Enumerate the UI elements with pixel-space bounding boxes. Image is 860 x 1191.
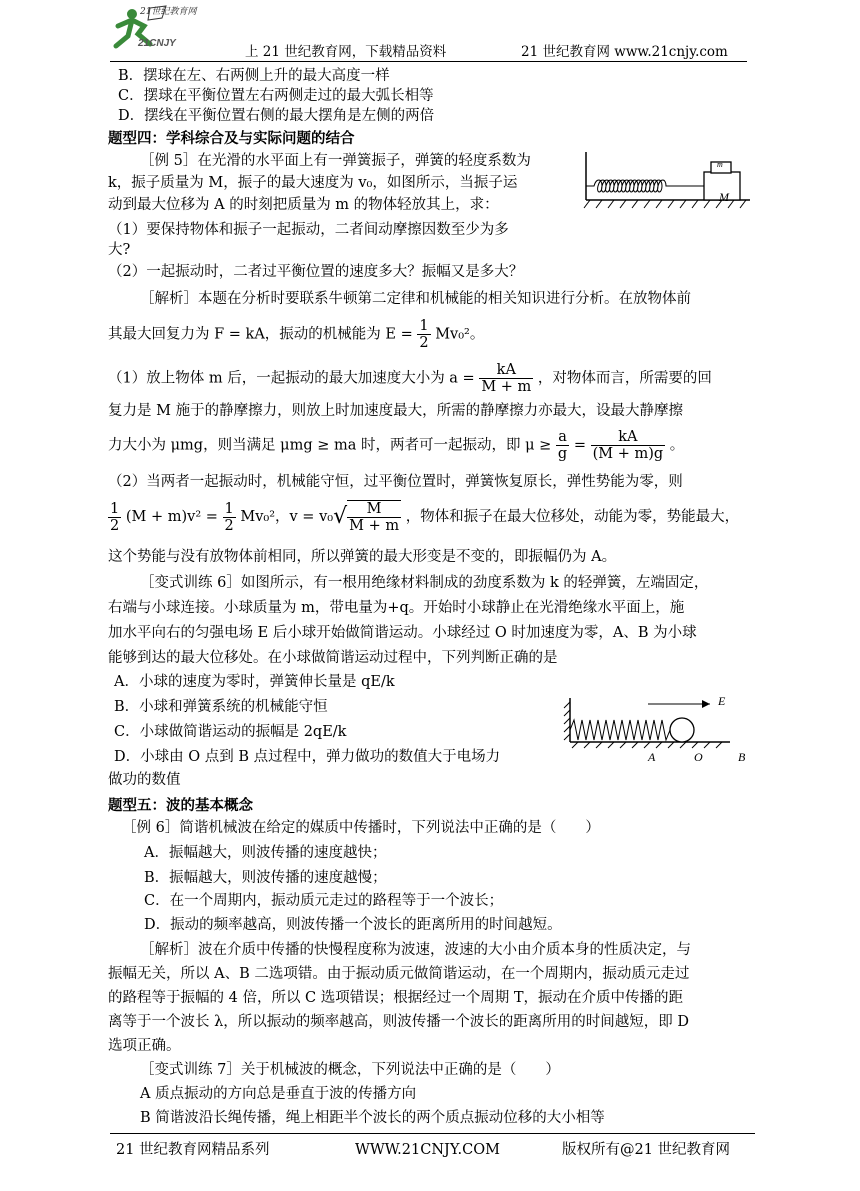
footer-right: 版权所有@21 世纪教育网	[562, 1142, 731, 1158]
option-b: B．摆球在左、右两侧上升的最大高度一样	[118, 68, 390, 84]
example5-line4: （1）要保持物体和振子一起振动，二者间动摩擦因数至少为多	[108, 222, 509, 238]
solution5-line2-text: 其最大回复力为 F = kA，振动的机械能为 E =	[108, 326, 413, 343]
solution6-line1: ［解析］波在介质中传播的快慢程度称为波速，波速的大小由介质本身的性质决定，与	[140, 942, 691, 958]
solution5-line5-text: 力大小为 μmg，则当满足 μmg ≥ ma 时，两者可一起振动，即 μ ≥	[108, 437, 552, 454]
figure2-label-B: B	[738, 750, 746, 764]
example6-question: ［例 6］简谐机械波在给定的媒质中传播时，下列说法中正确的是（ ）	[122, 820, 600, 836]
example5-line2: k，振子质量为 M，振子的最大速度为 v₀，如图所示，当振子运	[108, 175, 518, 191]
variant6-option-d: D．小球由 O 点到 B 点过程中，弹力做功的数值大于电场力	[114, 749, 501, 765]
energy-lhs: (M + m)v² =	[125, 509, 218, 525]
variant6-option-d-cont: 做功的数值	[108, 772, 181, 788]
logo-subtext: 21CNJY	[138, 38, 176, 49]
variant7-option-a: A 质点振动的方向总是垂直于波的传播方向	[140, 1086, 417, 1102]
option-c: C．摆球在平衡位置左右两侧走过的最大弧长相等	[118, 88, 434, 104]
variant6-line2: 右端与小球连接。小球质量为 m，带电量为+q。开始时小球静止在光滑绝缘水平面上，施	[108, 600, 685, 616]
solution6-line3: 的路程等于振幅的 4 倍，所以 C 选项错误；根据经过一个周期 T，振动在介质中传播的距	[108, 990, 684, 1006]
solution5-line1: ［解析］本题在分析时要联系牛顿第二定律和机械能的相关知识进行分析。在放物体前	[140, 291, 691, 307]
fraction-one-half: $\frac{1}{2}$	[419, 318, 429, 351]
variant6-option-b: B．小球和弹簧系统的机械能守恒	[114, 699, 328, 715]
example6-option-c: C．在一个周期内，振动质元走过的路程等于一个波长；	[144, 893, 504, 909]
option-d: D．摆线在平衡位置右侧的最大摆角是左侧的两倍	[118, 108, 435, 124]
solution5-line2-tail: Mv₀²。	[435, 326, 485, 343]
solution5-line2	[108, 318, 484, 351]
fraction-half-3: $\frac{1}{2}$	[224, 500, 234, 534]
solution6-line2: 振幅无关，所以 A、B 二选项错。由于振动质元做简谐运动，在一个周期内，振动质元走过	[108, 966, 690, 982]
footer-rule	[110, 1133, 755, 1134]
section-heading-5: 题型五：波的基本概念	[108, 798, 253, 814]
fraction-mu: $\frac{kA}{(M + m)g}$	[592, 429, 664, 462]
example6-option-b: B．振幅越大，则波传播的速度越慢；	[144, 870, 387, 886]
fraction-a-over-g: $\frac{a}{g}$	[557, 429, 568, 462]
solution5-line8: 这个势能与没有放物体前相同，所以弹簧的最大形变是不变的，即振幅仍为 A。	[108, 549, 617, 565]
figure2-label-A: A	[648, 750, 656, 764]
variant7-question: ［变式训练 7］关于机械波的概念，下列说法中正确的是（ ）	[140, 1062, 560, 1078]
variant6-line1: ［变式训练 6］如图所示，有一根用绝缘材料制成的劲度系数为 k 的轻弹簧，左端固定，	[140, 575, 709, 591]
figure1-label-M: M	[719, 190, 729, 204]
footer-left: 21 世纪教育网精品系列	[116, 1142, 270, 1158]
fraction-half-2: $\frac{1}{2}$	[110, 500, 120, 534]
solution6-line4: 离等于一个波长 λ，所以振动的频率越高，则波传播一个波长的距离所用的时间越短，即 D	[108, 1014, 690, 1030]
example5-line3: 动到最大位移为 A 的时刻把质量为 m 的物体轻放其上，求：	[108, 197, 499, 213]
solution5-line7: $\frac{1}{2}$ (M + m)v² = $\frac{1}{2}$ Mv₀²，v = v₀√ $\frac{M}{M + m}$ ，物体和振子在最大位移处，动能为零，势能最大，	[110, 500, 740, 534]
example5-line1: ［例 5］在光滑的水平面上有一弹簧振子，弹簧的轻度系数为	[140, 153, 531, 169]
example5-line6: （2）一起振动时，二者过平衡位置的速度多大？振幅又是多大？	[108, 264, 524, 280]
figure1-label-m: m	[717, 160, 723, 169]
solution5-line3-text: （1）放上物体 m 后，一起振动的最大加速度大小为 a =	[108, 370, 475, 387]
section-heading-4: 题型四：学科综合及与实际问题的结合	[108, 131, 355, 147]
example6-option-a: A．振幅越大，则波传播的速度越快；	[144, 845, 387, 861]
header-right: 21 世纪教育网 www.21cnjy.com	[521, 44, 728, 60]
variant6-option-a: A．小球的速度为零时，弹簧伸长量是 qE/k	[114, 674, 395, 690]
fraction-acceleration: $\frac{kA}{M + m}$	[481, 362, 532, 395]
example6-option-d: D．振动的频率越高，则波传播一个波长的距离所用的时间越短。	[144, 917, 562, 933]
solution5-line7-tail: ，物体和振子在最大位移处，动能为零，势能最大，	[405, 509, 740, 525]
fraction-root: $\frac{M}{M + m}$	[349, 501, 400, 534]
solution5-line3-tail: ，对物体而言，所需要的回	[537, 370, 712, 387]
spring-oscillator-figure	[580, 150, 752, 212]
solution5-line5: 力大小为 μmg，则当满足 μmg ≥ ma 时，两者可一起振动，即 μ ≥ $\frac{a}{g}$ = $\frac{kA}{(M + m)g}$ 。	[108, 429, 685, 462]
logo-text: 21世纪教育网	[140, 7, 197, 17]
header-left: 上 21 世纪教育网，下载精品资料	[245, 44, 447, 60]
figure2-label-E: E	[718, 694, 726, 708]
solution5-line6: （2）当两者一起振动时，机械能守恒，过平衡位置时，弹簧恢复原长，弹性势能为零，则	[108, 474, 683, 490]
figure2-label-O: O	[694, 750, 703, 764]
variant6-line3: 加水平向右的匀强电场 E 后小球开始做简谐运动。小球经过 O 时加速度为零，A、B 为小球	[108, 625, 697, 641]
footer-center: WWW.21CNJY.COM	[355, 1142, 500, 1158]
energy-rhs: Mv₀²，v = v₀	[240, 509, 334, 525]
equals-sign: =	[573, 437, 586, 454]
solution5-line4: 复力是 M 施于的静摩擦力，则放上时加速度最大，所需的静摩擦力亦最大，设最大静摩擦	[108, 403, 684, 419]
variant6-line4: 能够到达的最大位移处。在小球做简谐运动过程中，下列判断正确的是	[108, 650, 558, 666]
header-rule	[110, 61, 747, 62]
solution5-line3	[108, 362, 712, 395]
spring-field-figure	[560, 690, 750, 768]
solution6-line5: 选项正确。	[108, 1038, 181, 1054]
variant6-option-c: C．小球做简谐运动的振幅是 2qE/k	[114, 724, 347, 740]
example5-line5: 大?	[108, 242, 131, 258]
variant7-option-b: B 简谐波沿长绳传播，绳上相距半个波长的两个质点振动位移的大小相等	[140, 1110, 605, 1126]
